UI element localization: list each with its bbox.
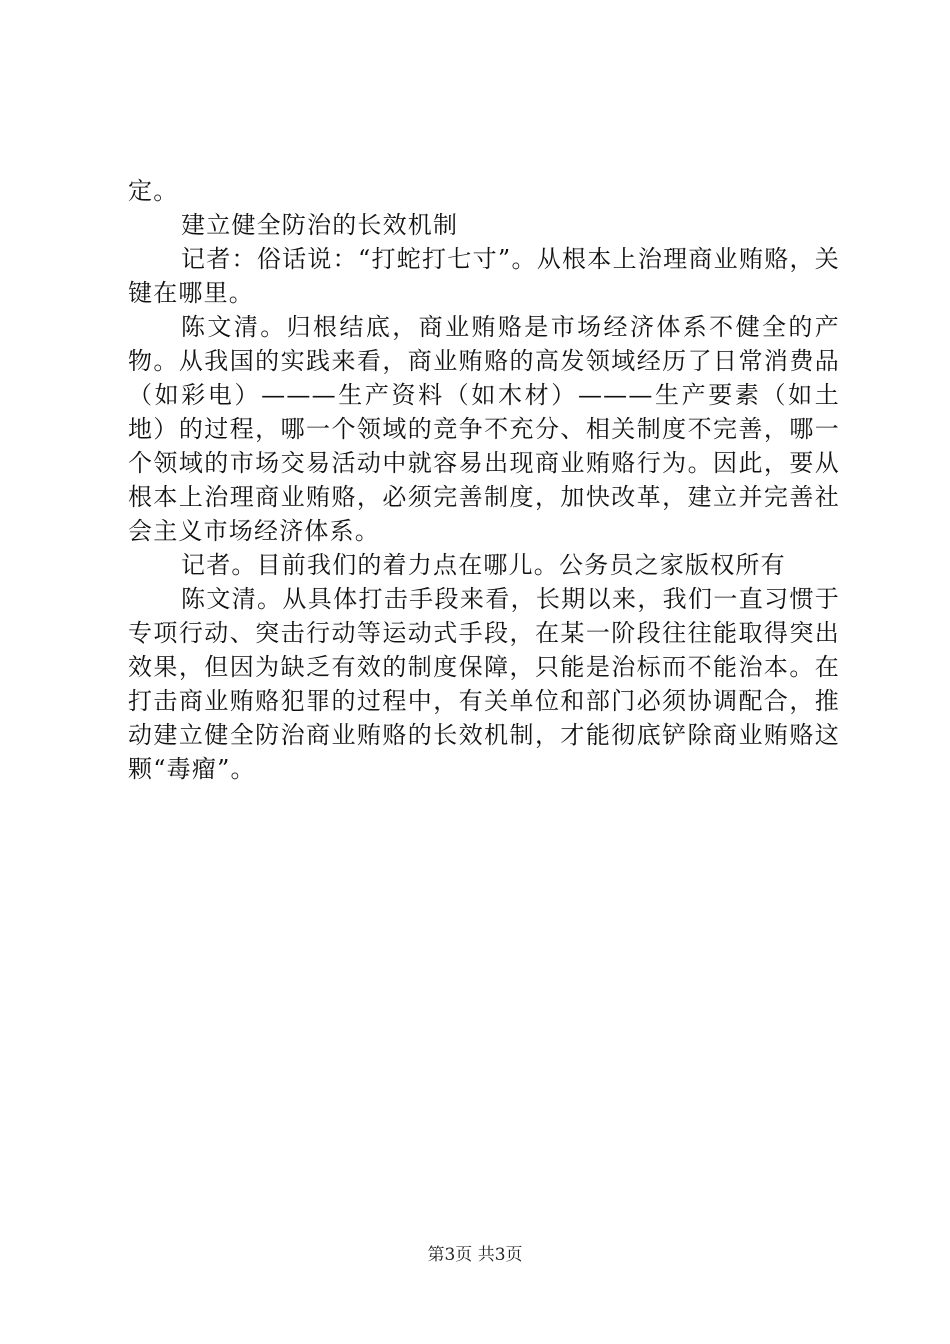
page-number-footer: 第3页 共3页 [427, 1245, 523, 1265]
paragraph-question-1: 记者：俗话说：“打蛇打七寸”。从根本上治理商业贿赂，关键在哪里。 [128, 245, 840, 307]
paragraph-continuation: 定。 [128, 177, 179, 205]
paragraph-question-2: 记者。目前我们的着力点在哪儿。公务员之家版权所有 [181, 551, 786, 579]
paragraph-answer-2: 陈文清。从具体打击手段来看，长期以来，我们一直习惯于专项行动、突击行动等运动式手段，在某一阶段往往能取得突出效果，但因为缺乏有效的制度保障，只能是治标而不能治本。在打击商业贿赂犯罪的过程中，有关单位和部门必须协调配合，推动建立健全防治商业贿赂的长效机制，才能彻底铲除商业贿赂这颗“毒瘤”。 [128, 585, 840, 783]
section-heading: 建立健全防治的长效机制 [181, 211, 459, 239]
document-body [128, 174, 840, 786]
paragraph-answer-1: 陈文清。归根结底，商业贿赂是市场经济体系不健全的产物。从我国的实践来看，商业贿赂的高发领域经历了日常消费品（如彩电）———生产资料（如木材）———生产要素（如土地）的过程，哪一个领域的竞争不充分、相关制度不完善，哪一个领域的市场交易活动中就容易出现商业贿赂行为。因此，要从根本上治理商业贿赂，必须完善制度，加快改革，建立并完善社会主义市场经济体系。 [128, 313, 840, 545]
